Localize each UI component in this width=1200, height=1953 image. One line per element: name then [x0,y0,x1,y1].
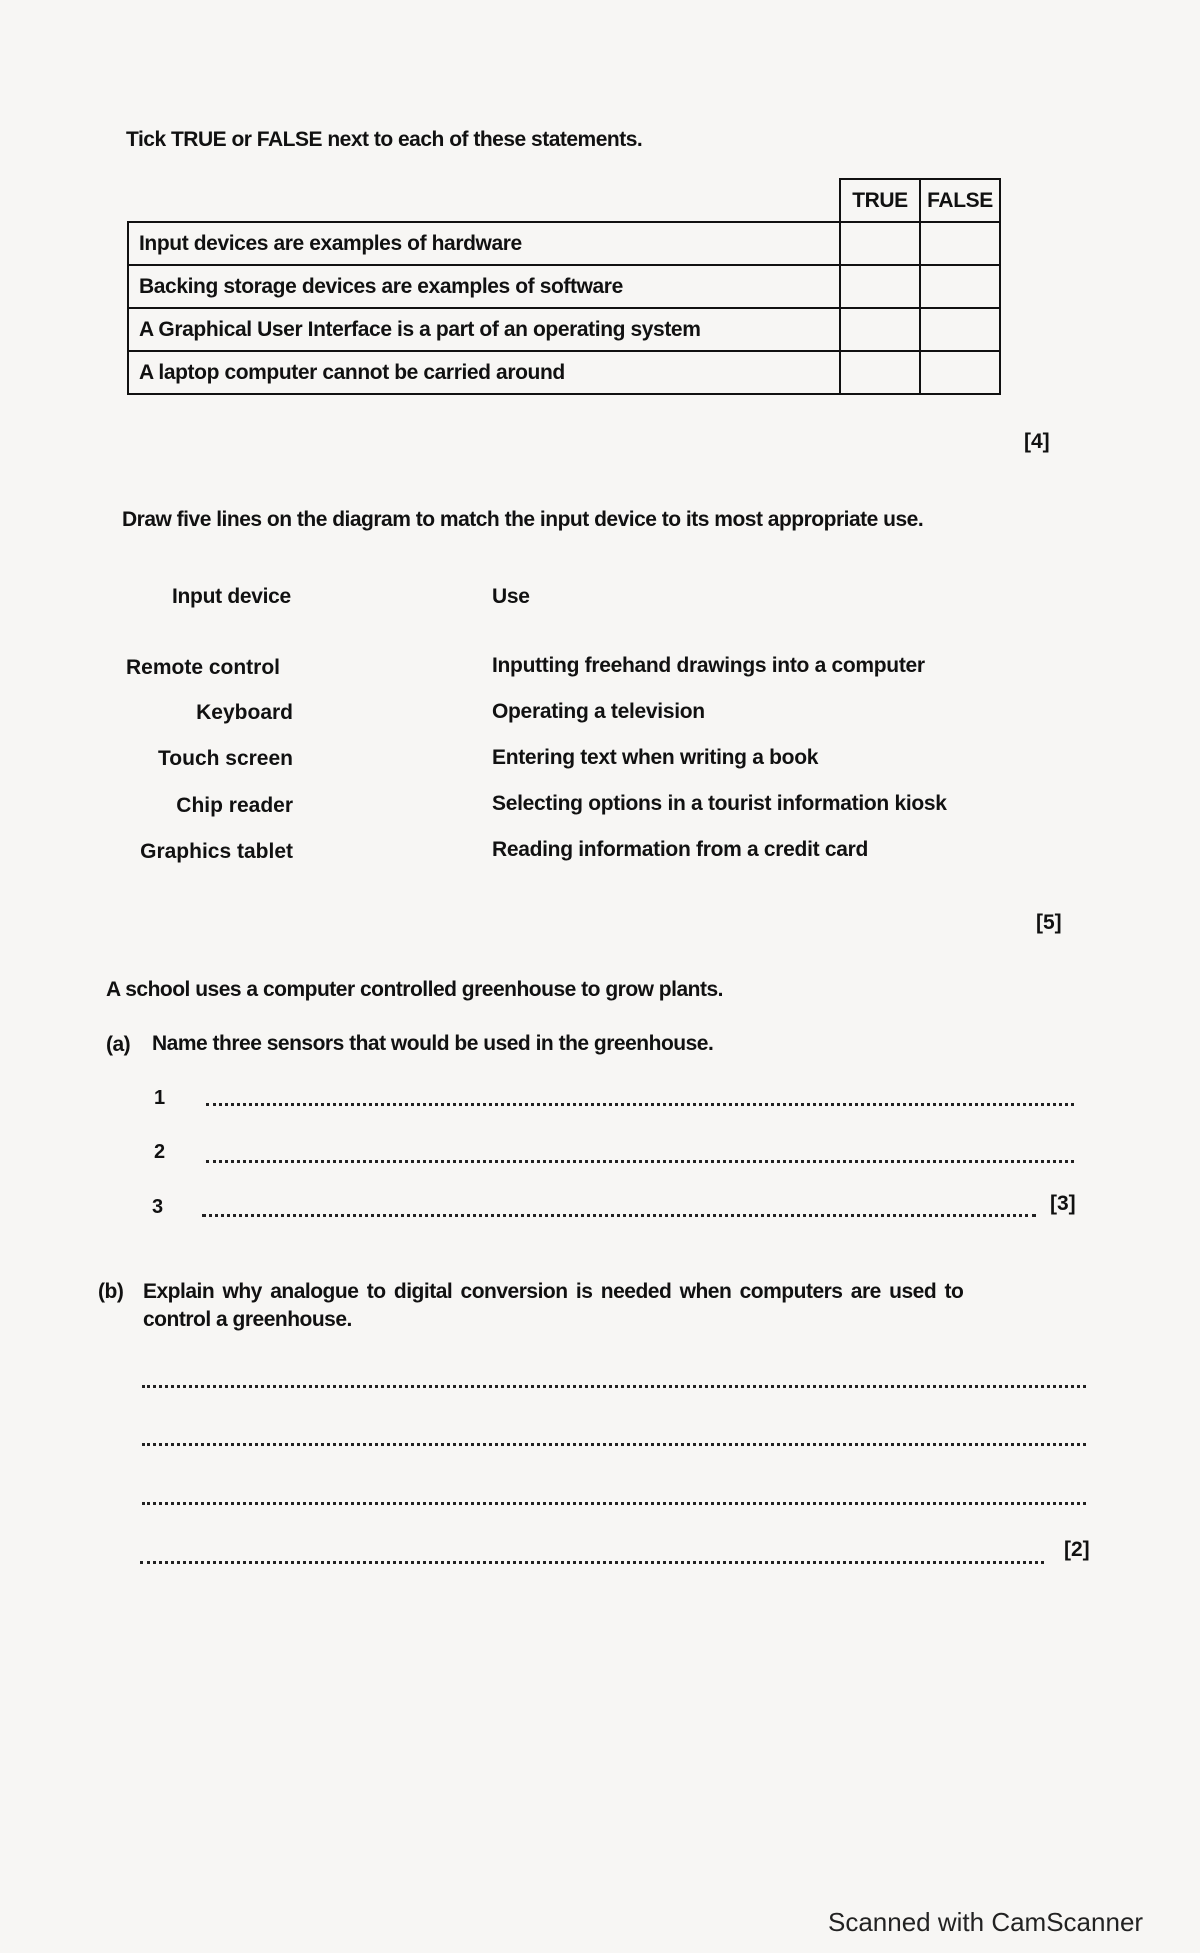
false-tick-box-4[interactable] [920,351,1000,394]
true-tick-box-1[interactable] [840,222,920,265]
header-spacer [128,179,840,222]
false-tick-box-3[interactable] [920,308,1000,351]
device-graphics-tablet[interactable]: Graphics tablet [140,840,293,863]
answer-line-2[interactable] [206,1160,1074,1163]
use-freehand-drawings[interactable]: Inputting freehand drawings into a computer [492,654,925,677]
q3a-text: Name three sensors that would be used in the greenhouse. [152,1032,714,1055]
true-column-header: TRUE [840,179,920,222]
answer-line-b4[interactable] [140,1561,1044,1564]
answer-line-b1[interactable] [142,1385,1086,1388]
true-tick-box-4[interactable] [840,351,920,394]
device-column-header: Input device [172,585,291,608]
true-tick-box-2[interactable] [840,265,920,308]
true-tick-box-3[interactable] [840,308,920,351]
false-tick-box-1[interactable] [920,222,1000,265]
q3b-text-line1: Explain why analogue to digital conversion is needed when computers are used to [143,1280,964,1303]
q3b-marks: [2] [1064,1538,1090,1561]
use-reading-credit-card[interactable]: Reading information from a credit card [492,838,868,861]
answer-number-1: 1 [154,1087,166,1109]
device-remote-control[interactable]: Remote control [126,656,281,679]
answer-number-2: 2 [154,1141,166,1163]
use-column-header: Use [492,585,530,608]
q1-marks: [4] [1024,430,1050,453]
table-header-row [128,179,1000,222]
answer-line-b2[interactable] [142,1443,1086,1446]
table-row [128,222,1000,265]
use-operating-television[interactable]: Operating a television [492,700,705,723]
answer-number-3: 3 [152,1196,164,1218]
use-entering-text[interactable]: Entering text when writing a book [492,746,819,769]
table-row [128,265,1000,308]
q3a-marks: [3] [1050,1192,1076,1215]
table-row [128,351,1000,394]
true-false-table [127,178,1001,395]
device-chip-reader[interactable]: Chip reader [176,794,293,817]
q2-marks: [5] [1036,911,1062,934]
q1-instruction: Tick TRUE or FALSE next to each of these statements. [126,128,643,151]
false-tick-box-2[interactable] [920,265,1000,308]
q3-intro: A school uses a computer controlled greenhouse to grow plants. [106,978,723,1001]
q3a-label: (a) [106,1033,131,1056]
scanner-watermark: Scanned with CamScanner [828,1907,1144,1937]
statement-4: A laptop computer cannot be carried around [128,351,840,394]
false-column-header: FALSE [920,179,1000,222]
table-row [128,308,1000,351]
q2-instruction: Draw five lines on the diagram to match the input device to its most appropriate use. [122,508,924,531]
answer-line-1[interactable] [206,1103,1074,1106]
answer-line-3[interactable] [202,1214,1036,1217]
answer-line-b3[interactable] [142,1502,1086,1505]
use-selecting-options[interactable]: Selecting options in a tourist information kiosk [492,792,947,815]
device-touch-screen[interactable]: Touch screen [158,747,293,770]
q3b-label: (b) [98,1280,124,1303]
statement-1: Input devices are examples of hardware [128,222,840,265]
statement-2: Backing storage devices are examples of software [128,265,840,308]
q3b-text-line2: control a greenhouse. [143,1308,352,1331]
statement-3: A Graphical User Interface is a part of an operating system [128,308,840,351]
device-keyboard[interactable]: Keyboard [196,701,293,724]
